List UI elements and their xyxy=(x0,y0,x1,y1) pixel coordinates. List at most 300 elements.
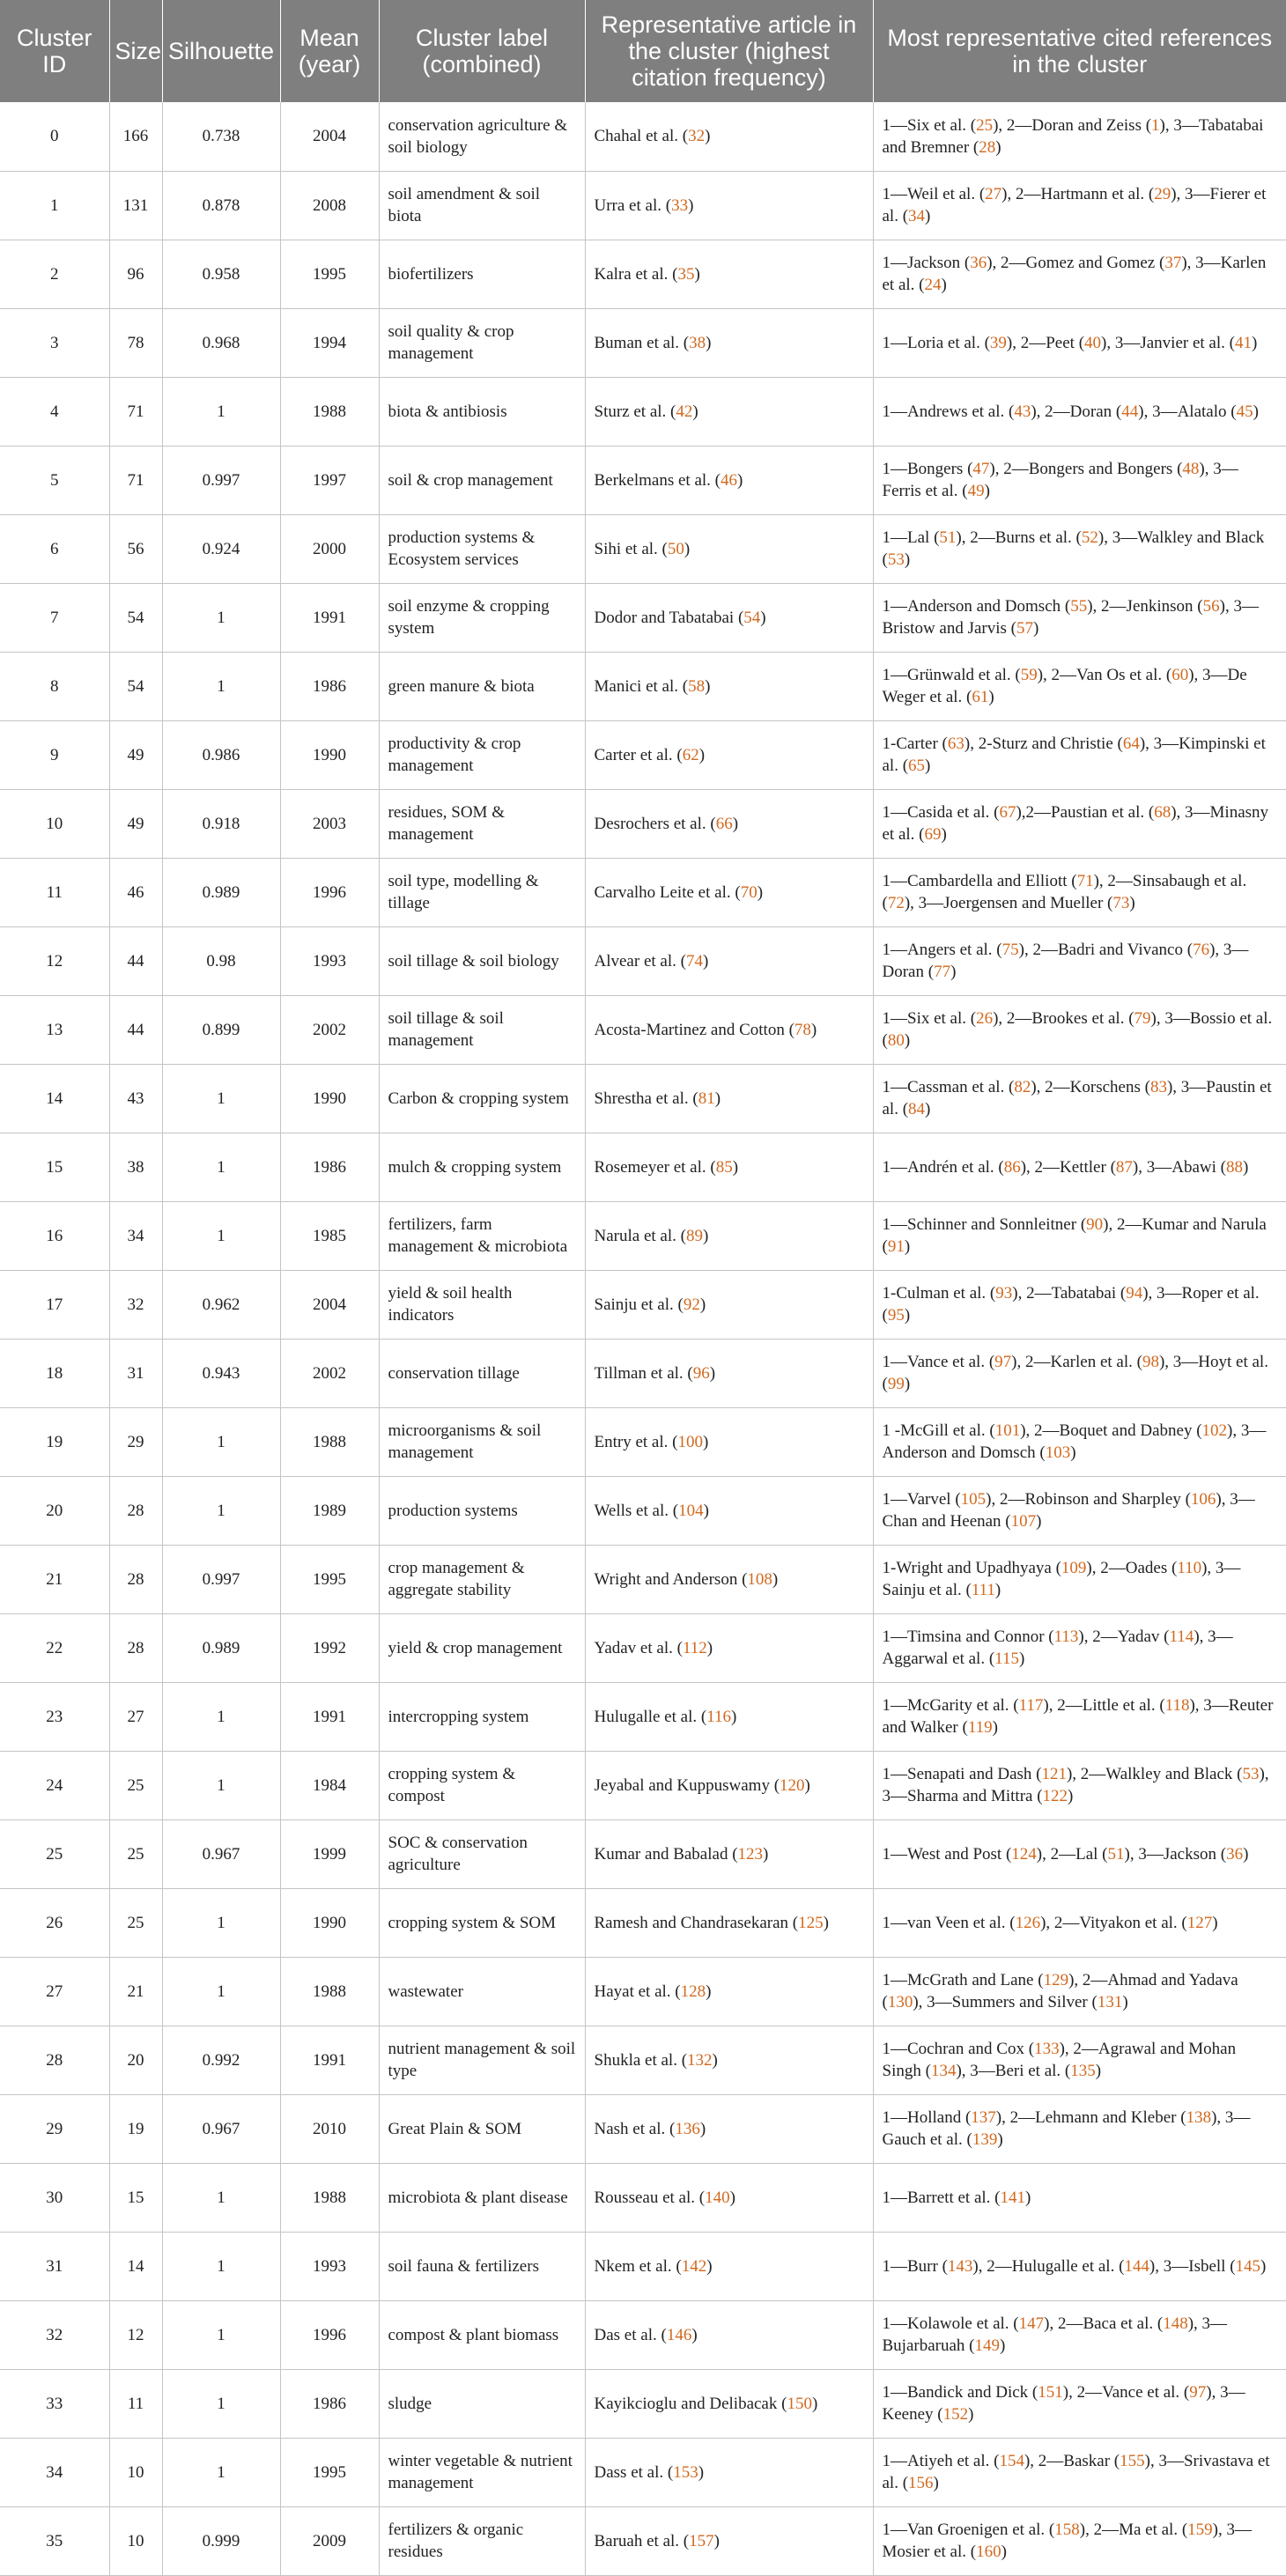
citation-link[interactable]: 141 xyxy=(1000,2188,1026,2207)
citation-text: Hulugalle et al. ( xyxy=(594,1707,707,1726)
cell-representative-article xyxy=(585,926,873,995)
citation-link[interactable]: 70 xyxy=(740,882,758,902)
cell-silhouette: 0.899 xyxy=(162,995,280,1064)
citation-link[interactable]: 54 xyxy=(743,608,761,627)
citation-link[interactable]: 82 xyxy=(1014,1078,1031,1096)
cell-mean-year: 1992 xyxy=(280,1613,379,1682)
cell-cited-references xyxy=(873,858,1286,926)
citation-link[interactable]: 42 xyxy=(676,402,693,421)
citation-text: ), 3—Tabatabai and Bremner ( xyxy=(882,115,1264,157)
citation-link[interactable]: 76 xyxy=(1193,941,1210,959)
citation-link[interactable]: 115 xyxy=(994,1650,1019,1668)
citation-link[interactable]: 52 xyxy=(1081,528,1098,547)
cell-cluster-label: conservation tillage xyxy=(379,1339,585,1407)
citation-link[interactable]: 158 xyxy=(1054,2521,1080,2539)
cell-cluster-label: biofertilizers xyxy=(379,240,585,308)
citation-link[interactable]: 132 xyxy=(687,2050,713,2070)
citation-link[interactable]: 112 xyxy=(682,1638,707,1657)
citation-link[interactable]: 77 xyxy=(934,963,951,981)
citation-link[interactable]: 35 xyxy=(677,264,695,284)
citation-link[interactable]: 63 xyxy=(947,734,964,753)
citation-link[interactable]: 28 xyxy=(979,137,996,157)
citation-link[interactable]: 73 xyxy=(1112,894,1130,912)
cell-size: 78 xyxy=(109,308,162,377)
citation-text: ) xyxy=(772,1569,779,1589)
citation-link[interactable]: 43 xyxy=(1014,402,1031,421)
citation-link[interactable]: 78 xyxy=(794,1020,811,1039)
citation-text: ) xyxy=(706,1638,713,1657)
citation-link[interactable]: 80 xyxy=(887,1031,905,1050)
cell-cluster-id: 12 xyxy=(0,926,109,995)
citation-text: Wright and Anderson ( xyxy=(594,1569,748,1589)
citation-text: 1—Weil et al. ( xyxy=(882,185,986,203)
citation-text: 1—Grünwald et al. ( xyxy=(882,666,1021,684)
citation-text: ) xyxy=(705,676,711,696)
citation-text: ), 2—Vityakon et al. ( xyxy=(1040,1913,1187,1932)
cell-size: 27 xyxy=(109,1682,162,1751)
citation-text: Rosemeyer et al. ( xyxy=(594,1157,716,1177)
citation-text: ) xyxy=(804,1775,810,1795)
cell-cluster-id: 4 xyxy=(0,377,109,446)
cell-representative-article xyxy=(585,1613,873,1682)
citation-link[interactable]: 103 xyxy=(1045,1443,1071,1462)
citation-text: Hayat et al. ( xyxy=(594,1982,681,2001)
citation-link[interactable]: 39 xyxy=(989,333,1007,352)
citation-text: ), 2—Kumar and Narula ( xyxy=(882,1215,1267,1256)
citation-text: ), 3—Jackson ( xyxy=(1124,1844,1227,1864)
citation-link[interactable]: 32 xyxy=(688,127,706,146)
citation-link[interactable]: 129 xyxy=(1043,1971,1069,1989)
cell-cluster-id: 1 xyxy=(0,171,109,240)
cell-cluster-label: residues, SOM & management xyxy=(379,789,585,858)
citation-text: 1-Wright and Upadhyaya ( xyxy=(882,1559,1061,1577)
cell-cluster-id: 20 xyxy=(0,1476,109,1545)
citation-link[interactable]: 1 xyxy=(1151,115,1160,135)
cell-cluster-id: 9 xyxy=(0,720,109,789)
citation-text: ) xyxy=(684,539,691,558)
cell-cluster-id: 21 xyxy=(0,1545,109,1613)
cell-size: 31 xyxy=(109,1339,162,1407)
citation-link[interactable]: 36 xyxy=(970,254,987,272)
cell-silhouette: 1 xyxy=(162,2369,280,2438)
cell-representative-article xyxy=(585,995,873,1064)
citation-link[interactable]: 91 xyxy=(887,1237,905,1256)
cell-size: 44 xyxy=(109,926,162,995)
citation-link[interactable]: 148 xyxy=(1163,2314,1188,2333)
citation-link[interactable]: 107 xyxy=(1010,1512,1037,1531)
citation-text: ), 3—Sainju et al. ( xyxy=(882,1559,1241,1599)
citation-link[interactable]: 118 xyxy=(1164,1696,1190,1715)
header-cluster-id: Cluster ID xyxy=(0,0,109,102)
cell-size: 166 xyxy=(109,102,162,171)
citation-text: ), 2—Tabatabai ( xyxy=(1012,1284,1127,1303)
citation-text: ) xyxy=(950,963,957,981)
citation-link[interactable]: 75 xyxy=(1001,941,1019,959)
citation-link[interactable]: 51 xyxy=(1107,1844,1125,1864)
citation-link[interactable]: 147 xyxy=(1018,2314,1045,2333)
citation-link[interactable]: 102 xyxy=(1201,1421,1228,1440)
citation-link[interactable]: 25 xyxy=(976,115,994,135)
cell-size: 19 xyxy=(109,2094,162,2163)
citation-link[interactable]: 50 xyxy=(667,539,684,558)
citation-text: 1—Van Groenigen et al. ( xyxy=(882,2521,1055,2539)
table-row xyxy=(0,2094,1286,2163)
citation-text: ), 3—Bristow and Jarvis ( xyxy=(882,597,1259,638)
cell-mean-year: 1984 xyxy=(280,1751,379,1819)
citation-link[interactable]: 56 xyxy=(1202,597,1220,616)
citation-link[interactable]: 106 xyxy=(1190,1490,1216,1509)
citation-link[interactable]: 38 xyxy=(689,333,706,352)
cell-mean-year: 1993 xyxy=(280,2232,379,2300)
citation-link[interactable]: 62 xyxy=(682,745,699,764)
cell-mean-year: 1990 xyxy=(280,720,379,789)
cell-cited-references xyxy=(873,102,1286,171)
citation-link[interactable]: 88 xyxy=(1225,1157,1243,1177)
citation-link[interactable]: 123 xyxy=(737,1844,764,1864)
citation-text: Nash et al. ( xyxy=(594,2119,676,2138)
cell-cluster-label: mulch & cropping system xyxy=(379,1133,585,1201)
citation-link[interactable]: 120 xyxy=(780,1775,805,1795)
citation-text: ) xyxy=(702,951,709,971)
citation-text: ), 2—Bongers and Bongers ( xyxy=(989,460,1183,478)
citation-link[interactable]: 41 xyxy=(1234,333,1252,352)
citation-link[interactable]: 68 xyxy=(1154,803,1171,822)
cell-representative-article xyxy=(585,1819,873,1888)
citation-text: Carvalho Leite et al. ( xyxy=(594,882,741,902)
cell-cited-references xyxy=(873,377,1286,446)
citation-text: ), 2—Hartmann et al. ( xyxy=(1001,185,1155,203)
citation-text: ), 3—Joergensen and Mueller ( xyxy=(904,894,1113,912)
table-row xyxy=(0,446,1286,514)
cell-cluster-label: soil tillage & soil biology xyxy=(379,926,585,995)
citation-link[interactable]: 144 xyxy=(1124,2256,1149,2276)
table-row xyxy=(0,514,1286,583)
citation-link[interactable]: 146 xyxy=(666,2325,692,2344)
citation-link[interactable]: 53 xyxy=(887,550,905,569)
citation-link[interactable]: 96 xyxy=(692,1363,710,1383)
cell-size: 56 xyxy=(109,514,162,583)
cell-representative-article xyxy=(585,1201,873,1270)
citation-link[interactable]: 130 xyxy=(887,1993,913,2011)
cell-size: 25 xyxy=(109,1819,162,1888)
cell-size: 49 xyxy=(109,720,162,789)
citation-text: Das et al. ( xyxy=(594,2325,667,2344)
citation-link[interactable]: 100 xyxy=(677,1432,703,1451)
cell-cluster-label: nutrient management & soil type xyxy=(379,2026,585,2094)
cell-cluster-label: green manure & biota xyxy=(379,652,585,720)
citation-link[interactable]: 55 xyxy=(1070,597,1088,616)
citation-link[interactable]: 150 xyxy=(787,2394,812,2413)
citation-link[interactable]: 29 xyxy=(1154,185,1171,203)
cell-cluster-label: cropping system & compost xyxy=(379,1751,585,1819)
cell-cluster-label: winter vegetable & nutrient management xyxy=(379,2438,585,2506)
cell-size: 71 xyxy=(109,377,162,446)
citation-text: ), 3—Ferris et al. ( xyxy=(882,460,1238,500)
citation-link[interactable]: 139 xyxy=(972,2130,998,2149)
cell-cluster-label: Carbon & cropping system xyxy=(379,1064,585,1133)
citation-link[interactable]: 155 xyxy=(1120,2452,1145,2470)
citation-text: ), 2—Lal ( xyxy=(1036,1844,1108,1864)
citation-text: ) xyxy=(702,1432,709,1451)
citation-link[interactable]: 136 xyxy=(675,2119,700,2138)
cell-mean-year: 1989 xyxy=(280,1476,379,1545)
citation-link[interactable]: 131 xyxy=(1097,1993,1123,2011)
citation-link[interactable]: 79 xyxy=(1134,1009,1151,1028)
citation-text: ) xyxy=(1212,1913,1218,1932)
citation-link[interactable]: 113 xyxy=(1053,1628,1079,1646)
cell-cluster-label: Great Plain & SOM xyxy=(379,2094,585,2163)
cell-silhouette: 1 xyxy=(162,2232,280,2300)
table-row xyxy=(0,1064,1286,1133)
citation-link[interactable]: 125 xyxy=(798,1913,824,1932)
citation-link[interactable]: 104 xyxy=(678,1501,704,1520)
citation-text: 1—Holland ( xyxy=(882,2108,972,2127)
citation-link[interactable]: 49 xyxy=(967,482,985,500)
citation-text: ) xyxy=(925,207,931,225)
citation-link[interactable]: 111 xyxy=(971,1581,995,1599)
cell-mean-year: 1986 xyxy=(280,2369,379,2438)
citation-text: ), 2—Ma et al. ( xyxy=(1079,2521,1188,2539)
citation-link[interactable]: 156 xyxy=(908,2474,934,2492)
cell-cited-references xyxy=(873,240,1286,308)
citation-text: Dodor and Tabatabai ( xyxy=(594,608,744,627)
citation-text: ), 2—Gomez and Gomez ( xyxy=(987,254,1165,272)
citation-link[interactable]: 142 xyxy=(681,2256,707,2276)
citation-link[interactable]: 137 xyxy=(971,2108,996,2127)
citation-link[interactable]: 27 xyxy=(985,185,1002,203)
citation-link[interactable]: 157 xyxy=(689,2531,714,2550)
citation-link[interactable]: 74 xyxy=(685,951,703,971)
cell-size: 10 xyxy=(109,2438,162,2506)
citation-text: Chahal et al. ( xyxy=(594,127,689,146)
citation-link[interactable]: 98 xyxy=(1142,1353,1159,1371)
citation-link[interactable]: 72 xyxy=(887,894,905,912)
header-cluster-label: Cluster label (combined) xyxy=(379,0,585,102)
citation-link[interactable]: 116 xyxy=(706,1707,731,1726)
cell-cluster-label: compost & plant biomass xyxy=(379,2300,585,2369)
table-row xyxy=(0,583,1286,652)
cell-cluster-id: 24 xyxy=(0,1751,109,1819)
table-row xyxy=(0,1682,1286,1751)
citation-text: ), 3—Summers and Silver ( xyxy=(913,1993,1098,2011)
cell-representative-article xyxy=(585,1957,873,2026)
citation-link[interactable]: 48 xyxy=(1182,460,1200,478)
citation-link[interactable]: 87 xyxy=(1115,1157,1133,1177)
citation-link[interactable]: 117 xyxy=(1018,1696,1044,1715)
citation-link[interactable]: 92 xyxy=(683,1295,700,1314)
cell-cluster-label: productivity & crop management xyxy=(379,720,585,789)
citation-link[interactable]: 95 xyxy=(887,1306,905,1325)
citation-link[interactable]: 51 xyxy=(939,528,957,547)
citation-text: ) xyxy=(732,814,739,833)
cell-cited-references xyxy=(873,1751,1286,1819)
citation-text: ), 3—Gauch et al. ( xyxy=(882,2108,1251,2149)
cell-size: 46 xyxy=(109,858,162,926)
citation-text: Entry et al. ( xyxy=(594,1432,678,1451)
cell-size: 10 xyxy=(109,2506,162,2575)
table-row xyxy=(0,102,1286,171)
citation-text: 1—Atiyeh et al. ( xyxy=(882,2452,1000,2470)
citation-text: 1—Timsina and Connor ( xyxy=(882,1628,1054,1646)
citation-link[interactable]: 97 xyxy=(994,1353,1012,1371)
citation-link[interactable]: 133 xyxy=(1034,2040,1060,2058)
citation-link[interactable]: 47 xyxy=(972,460,990,478)
cell-silhouette: 0.989 xyxy=(162,858,280,926)
citation-link[interactable]: 67 xyxy=(999,803,1016,822)
citation-text: Desrochers et al. ( xyxy=(594,814,716,833)
citation-link[interactable]: 101 xyxy=(994,1421,1021,1440)
cell-cluster-id: 0 xyxy=(0,102,109,171)
citation-link[interactable]: 53 xyxy=(1242,1765,1260,1783)
cell-mean-year: 1990 xyxy=(280,1064,379,1133)
cell-cluster-label: soil & crop management xyxy=(379,446,585,514)
cell-mean-year: 1990 xyxy=(280,1888,379,1957)
citation-link[interactable]: 143 xyxy=(947,2256,973,2276)
citation-text: Kumar and Babalad ( xyxy=(594,1844,738,1864)
citation-link[interactable]: 99 xyxy=(887,1375,905,1393)
citation-link[interactable]: 145 xyxy=(1235,2256,1261,2276)
cell-representative-article xyxy=(585,308,873,377)
citation-link[interactable]: 65 xyxy=(908,757,926,775)
cell-silhouette: 0.997 xyxy=(162,446,280,514)
cell-representative-article xyxy=(585,2026,873,2094)
citation-link[interactable]: 127 xyxy=(1186,1913,1213,1932)
citation-link[interactable]: 134 xyxy=(930,2062,957,2080)
citation-link[interactable]: 122 xyxy=(1042,1787,1068,1805)
citation-link[interactable]: 151 xyxy=(1038,2383,1063,2402)
citation-text: ) xyxy=(699,2119,706,2138)
citation-link[interactable]: 138 xyxy=(1186,2108,1212,2127)
citation-link[interactable]: 126 xyxy=(1015,1913,1041,1932)
citation-text: ), 2—Karlen et al. ( xyxy=(1011,1353,1142,1371)
citation-text: Dass et al. ( xyxy=(594,2462,674,2482)
cell-silhouette: 1 xyxy=(162,1682,280,1751)
citation-text: ), 3—Roper et al. ( xyxy=(882,1284,1260,1325)
citation-link[interactable]: 44 xyxy=(1121,402,1139,421)
cell-mean-year: 2009 xyxy=(280,2506,379,2575)
header-silhouette: Silhouette xyxy=(162,0,280,102)
citation-text: ) xyxy=(968,2405,974,2424)
citation-link[interactable]: 89 xyxy=(685,1226,703,1245)
citation-text: Jeyabal and Kuppuswamy ( xyxy=(594,1775,780,1795)
citation-text: Shukla et al. ( xyxy=(594,2050,688,2070)
citation-link[interactable]: 60 xyxy=(1171,666,1189,684)
citation-link[interactable]: 66 xyxy=(715,814,733,833)
citation-text: ), 3—Walkley and Black ( xyxy=(882,528,1265,569)
citation-link[interactable]: 128 xyxy=(680,1982,706,2001)
citation-link[interactable]: 110 xyxy=(1177,1559,1202,1577)
cell-cited-references xyxy=(873,720,1286,789)
cell-silhouette: 0.986 xyxy=(162,720,280,789)
citation-link[interactable]: 37 xyxy=(1164,254,1182,272)
citation-link[interactable]: 160 xyxy=(976,2543,1001,2561)
citation-link[interactable]: 86 xyxy=(1003,1157,1021,1177)
citation-link[interactable]: 108 xyxy=(747,1569,772,1589)
citation-link[interactable]: 69 xyxy=(924,825,942,844)
citation-link[interactable]: 84 xyxy=(908,1100,926,1118)
citation-link[interactable]: 71 xyxy=(1076,872,1094,890)
cell-size: 28 xyxy=(109,1476,162,1545)
citation-text: ), 3—Srivastava et al. ( xyxy=(882,2452,1270,2492)
citation-text: 1—Cassman et al. ( xyxy=(882,1078,1015,1096)
cell-representative-article xyxy=(585,789,873,858)
citation-link[interactable]: 83 xyxy=(1149,1078,1167,1096)
citation-link[interactable]: 34 xyxy=(908,207,926,225)
citation-link[interactable]: 40 xyxy=(1084,333,1102,352)
citation-text: 1—Andrén et al. ( xyxy=(882,1157,1004,1177)
citation-text: ) xyxy=(1242,1157,1249,1177)
citation-link[interactable]: 94 xyxy=(1126,1284,1143,1303)
cell-mean-year: 2008 xyxy=(280,171,379,240)
citation-link[interactable]: 159 xyxy=(1187,2521,1213,2539)
citation-link[interactable]: 45 xyxy=(1236,402,1253,421)
citation-link[interactable]: 24 xyxy=(924,276,942,294)
citation-link[interactable]: 26 xyxy=(976,1009,994,1028)
citation-text: ) xyxy=(994,1581,1001,1599)
cell-representative-article xyxy=(585,2232,873,2300)
citation-text: ) xyxy=(1251,333,1258,352)
citation-link[interactable]: 93 xyxy=(995,1284,1013,1303)
cell-silhouette: 1 xyxy=(162,1133,280,1201)
citation-link[interactable]: 33 xyxy=(671,196,689,215)
table-row xyxy=(0,995,1286,1064)
citation-link[interactable]: 135 xyxy=(1070,2062,1096,2080)
cell-cluster-label: soil quality & crop management xyxy=(379,308,585,377)
citation-link[interactable]: 81 xyxy=(698,1089,715,1108)
citation-link[interactable]: 152 xyxy=(942,2405,969,2424)
citation-link[interactable]: 119 xyxy=(967,1718,993,1737)
citation-link[interactable]: 46 xyxy=(721,470,738,490)
citation-link[interactable]: 124 xyxy=(1011,1844,1037,1864)
header-mean-year: Mean (year) xyxy=(280,0,379,102)
citation-link[interactable]: 114 xyxy=(1169,1628,1194,1646)
citation-link[interactable]: 64 xyxy=(1122,734,1140,753)
citation-link[interactable]: 121 xyxy=(1041,1765,1067,1783)
citation-link[interactable]: 97 xyxy=(1189,2383,1207,2402)
cell-cited-references xyxy=(873,1201,1286,1270)
citation-link[interactable]: 59 xyxy=(1020,666,1038,684)
citation-link[interactable]: 58 xyxy=(688,676,706,696)
citation-link[interactable]: 61 xyxy=(972,688,989,706)
cell-mean-year: 2004 xyxy=(280,102,379,171)
citation-text: Nkem et al. ( xyxy=(594,2256,682,2276)
citation-text: 1—Varvel ( xyxy=(882,1490,961,1509)
cell-cluster-id: 8 xyxy=(0,652,109,720)
citation-link[interactable]: 105 xyxy=(960,1490,987,1509)
cell-cluster-label: wastewater xyxy=(379,1957,585,2026)
citation-text: ), 3—Reuter and Walker ( xyxy=(882,1696,1274,1737)
citation-link[interactable]: 140 xyxy=(705,2188,730,2207)
citation-text: 1—Anderson and Domsch ( xyxy=(882,597,1071,616)
citation-link[interactable]: 154 xyxy=(999,2452,1024,2470)
citation-link[interactable]: 90 xyxy=(1086,1215,1104,1234)
cell-cluster-label: crop management & aggregate stability xyxy=(379,1545,585,1613)
citation-link[interactable]: 36 xyxy=(1226,1844,1244,1864)
citation-text: Sainju et al. ( xyxy=(594,1295,684,1314)
cell-silhouette: 1 xyxy=(162,1957,280,2026)
citation-link[interactable]: 57 xyxy=(1016,619,1034,638)
table-row xyxy=(0,1270,1286,1339)
citation-text: ) xyxy=(984,482,990,500)
cell-mean-year: 1986 xyxy=(280,652,379,720)
cell-cluster-id: 35 xyxy=(0,2506,109,2575)
citation-link[interactable]: 149 xyxy=(974,2336,1000,2355)
citation-link[interactable]: 109 xyxy=(1061,1559,1087,1577)
cell-silhouette: 1 xyxy=(162,583,280,652)
citation-link[interactable]: 85 xyxy=(715,1157,733,1177)
citation-link[interactable]: 153 xyxy=(673,2462,698,2482)
cell-mean-year: 1991 xyxy=(280,583,379,652)
